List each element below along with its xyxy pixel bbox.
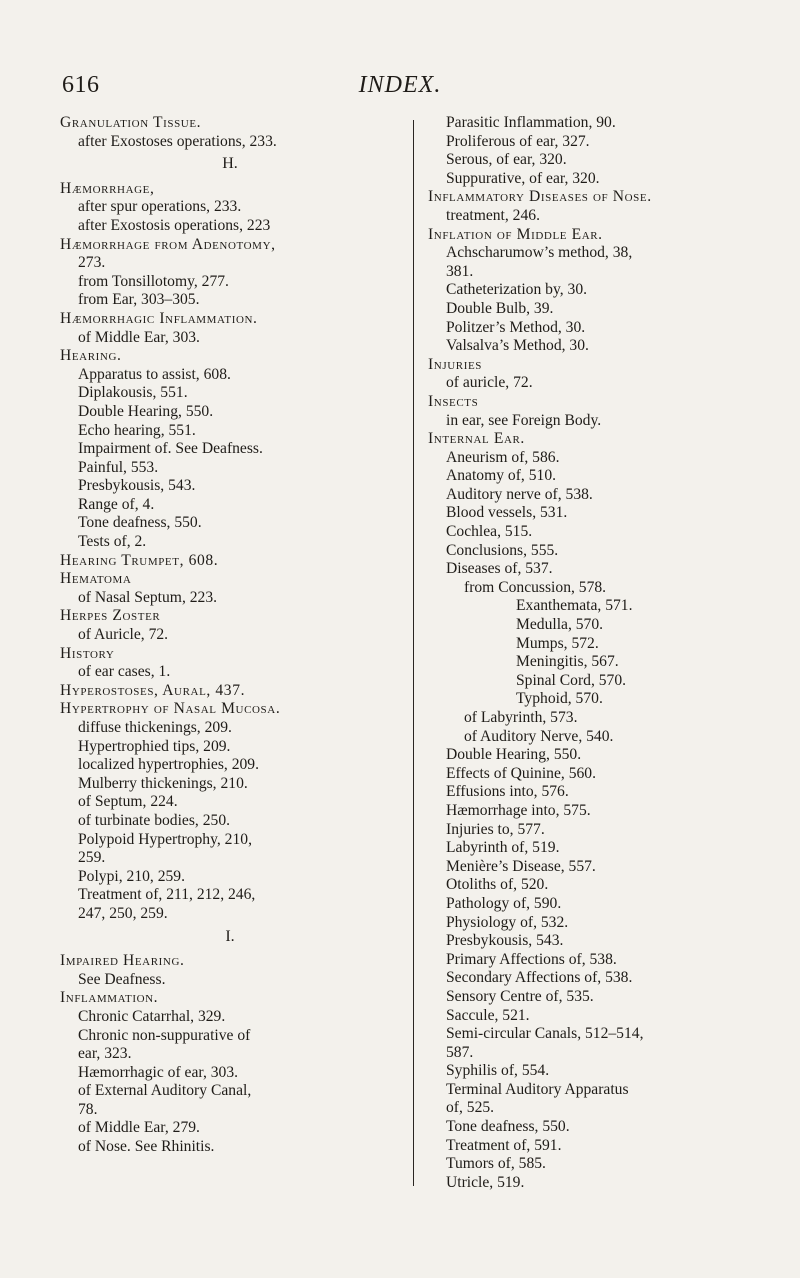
- index-subentry: Tone deafness, 550.: [446, 1118, 570, 1136]
- index-subentry: localized hypertrophies, 209.: [78, 756, 260, 774]
- index-subentry: Apparatus to assist, 608.: [78, 365, 231, 383]
- index-subentry: of Middle Ear, 279.: [78, 1119, 200, 1137]
- running-head: INDEX.: [358, 72, 442, 98]
- index-subentry: Secondary Affections of, 538.: [446, 969, 633, 987]
- index-subentry: Polypi, 210, 259.: [78, 867, 186, 885]
- index-subentry: Hæmorrhagic of ear, 303.: [78, 1063, 239, 1081]
- index-subentry: in ear, see Foreign Body.: [446, 411, 602, 429]
- index-subentry: Spinal Cord, 570.: [516, 671, 627, 689]
- index-subentry: Mumps, 572.: [516, 634, 599, 652]
- index-subentry: of Nose. See Rhinitis.: [78, 1138, 215, 1156]
- index-subentry: Tumors of, 585.: [446, 1155, 546, 1173]
- index-subentry: Injuries to, 577.: [446, 820, 545, 838]
- index-subentry: Menière’s Disease, 557.: [446, 857, 596, 875]
- index-subentry: of ear cases, 1.: [78, 663, 171, 681]
- index-heading: Hearing.: [60, 347, 122, 365]
- index-subentry: diffuse thickenings, 209.: [78, 719, 232, 736]
- index-subentry: Range of, 4.: [78, 495, 155, 513]
- index-subentry: Painful, 553.: [78, 458, 159, 476]
- index-subentry: Tone deafness, 550.: [78, 514, 202, 532]
- index-heading: Herpes Zoster: [60, 607, 161, 625]
- index-subentry: Proliferous of ear, 327.: [446, 132, 590, 150]
- index-subentry: from Ear, 303–305.: [78, 291, 200, 309]
- index-subentry: of, 525.: [446, 1099, 495, 1117]
- index-subentry: 259.: [78, 849, 106, 867]
- index-subentry: Exanthemata, 571.: [516, 597, 633, 615]
- index-subentry: Mulberry thickenings, 210.: [78, 774, 248, 792]
- column-divider: [413, 120, 414, 1186]
- index-subentry: Utricle, 519.: [446, 1173, 525, 1191]
- index-subentry: Labyrinth of, 519.: [446, 839, 560, 857]
- section-letter: I.: [225, 927, 235, 945]
- index-subentry: 273.: [78, 254, 106, 272]
- index-subentry: Diseases of, 537.: [446, 560, 553, 578]
- index-heading: Internal Ear.: [428, 430, 525, 448]
- index-subentry: Diplakousis, 551.: [78, 384, 188, 402]
- index-subentry: Conclusions, 555.: [446, 541, 559, 559]
- index-column-left: [60, 114, 400, 1157]
- index-subentry: of External Auditory Canal,: [78, 1082, 252, 1100]
- index-subentry: Double Hearing, 550.: [446, 746, 582, 764]
- index-subentry: Treatment of, 211, 212, 246,: [78, 886, 256, 904]
- index-subentry: Aneurism of, 586.: [446, 448, 560, 466]
- index-heading: Hypertrophy of Nasal Mucosa.: [60, 700, 281, 718]
- index-subentry: from Tonsillotomy, 277.: [78, 272, 229, 290]
- index-subentry: Double Bulb, 39.: [446, 299, 554, 317]
- index-heading: Inflammatory Diseases of Nose.: [428, 188, 652, 206]
- index-subentry: of Middle Ear, 303.: [78, 328, 200, 346]
- index-subentry: of auricle, 72.: [446, 374, 533, 392]
- index-subentry: 587.: [446, 1043, 474, 1061]
- index-subentry: See Deafness.: [78, 970, 166, 988]
- index-subentry: Double Hearing, 550.: [78, 402, 214, 420]
- index-subentry: Anatomy of, 510.: [446, 467, 557, 485]
- index-subentry: Valsalva’s Method, 30.: [446, 337, 589, 355]
- index-subentry: Chronic Catarrhal, 329.: [78, 1007, 226, 1025]
- index-subentry: Chronic non-suppurative of: [78, 1026, 251, 1044]
- index-subentry: Medulla, 570.: [516, 616, 604, 634]
- index-subentry: of Labyrinth, 573.: [464, 709, 578, 726]
- index-subentry: ear, 323.: [78, 1045, 132, 1063]
- page-number: 616: [62, 72, 100, 98]
- index-subentry: Typhoid, 570.: [516, 690, 603, 708]
- index-column-right: [428, 114, 778, 1192]
- index-heading: Injuries: [428, 355, 482, 373]
- index-subentry: Pathology of, 590.: [446, 894, 562, 912]
- index-subentry: Suppurative, of ear, 320.: [446, 169, 600, 187]
- index-subentry: Cochlea, 515.: [446, 523, 533, 541]
- index-subentry: Impairment of. See Deafness.: [78, 440, 263, 458]
- index-heading: Impaired Hearing.: [60, 952, 185, 970]
- index-subentry: Primary Affections of, 538.: [446, 950, 617, 968]
- index-subentry: treatment, 246.: [446, 206, 540, 224]
- index-heading: Inflammation.: [60, 989, 159, 1007]
- index-subentry: Politzer’s Method, 30.: [446, 318, 586, 336]
- index-subentry: Tests of, 2.: [78, 533, 147, 551]
- index-subentry: Serous, of ear, 320.: [446, 151, 567, 169]
- index-heading: Hearing Trumpet, 608.: [60, 551, 219, 569]
- index-subentry: Saccule, 521.: [446, 1006, 530, 1024]
- index-subentry: Echo hearing, 551.: [78, 421, 196, 439]
- index-subentry: Syphilis of, 554.: [446, 1062, 550, 1080]
- index-subentry: Hypertrophied tips, 209.: [78, 737, 231, 755]
- index-subentry: Sensory Centre of, 535.: [446, 987, 594, 1005]
- section-letter: H.: [222, 155, 238, 173]
- index-heading: Insects: [428, 392, 479, 410]
- index-subentry: Auditory nerve of, 538.: [446, 485, 593, 503]
- index-heading: Granulation Tissue.: [60, 114, 202, 131]
- index-subentry: after Exostosis operations, 223: [78, 216, 271, 234]
- index-subentry: Hæmorrhage into, 575.: [446, 801, 591, 819]
- index-subentry: 381.: [446, 262, 474, 280]
- index-subentry: Meningitis, 567.: [516, 653, 619, 671]
- index-subentry: Semi-circular Canals, 512–514,: [446, 1025, 644, 1043]
- index-subentry: Catheterization by, 30.: [446, 281, 588, 299]
- index-subentry: after Exostoses operations, 233.: [78, 132, 277, 150]
- index-heading: Hematoma: [60, 570, 132, 588]
- index-subentry: Treatment of, 591.: [446, 1136, 562, 1154]
- index-subentry: Polypoid Hypertrophy, 210,: [78, 830, 252, 848]
- index-subentry: Parasitic Inflammation, 90.: [446, 114, 616, 131]
- index-subentry: after spur operations, 233.: [78, 198, 242, 216]
- index-heading: Hyperostoses, Aural, 437.: [60, 681, 246, 699]
- index-heading: Hæmorrhagic Inflammation.: [60, 309, 258, 327]
- index-subentry: 78.: [78, 1100, 98, 1118]
- index-subentry: of Septum, 224.: [78, 793, 178, 811]
- index-subentry: of Auricle, 72.: [78, 626, 169, 644]
- index-subentry: of Nasal Septum, 223.: [78, 588, 218, 606]
- index-subentry: Achscharumow’s method, 38,: [446, 244, 633, 262]
- index-subentry: Physiology of, 532.: [446, 913, 569, 931]
- index-subentry: Otoliths of, 520.: [446, 876, 549, 894]
- index-subentry: of Auditory Nerve, 540.: [464, 727, 614, 745]
- index-subentry: of turbinate bodies, 250.: [78, 811, 231, 829]
- index-heading: Hæmorrhage,: [60, 179, 155, 197]
- index-subentry: Effusions into, 576.: [446, 783, 569, 801]
- index-subentry: Presbykousis, 543.: [78, 477, 196, 495]
- index-subentry: Terminal Auditory Apparatus: [446, 1080, 629, 1098]
- index-subentry: from Concussion, 578.: [464, 578, 607, 596]
- index-subentry: Effects of Quinine, 560.: [446, 764, 596, 782]
- index-subentry: Blood vessels, 531.: [446, 504, 568, 522]
- index-heading: History: [60, 644, 115, 662]
- index-subentry: 247, 250, 259.: [78, 904, 168, 922]
- index-subentry: Presbykousis, 543.: [446, 932, 564, 950]
- index-heading: Hæmorrhage from Adenotomy,: [60, 235, 276, 253]
- index-heading: Inflation of Middle Ear.: [428, 225, 603, 243]
